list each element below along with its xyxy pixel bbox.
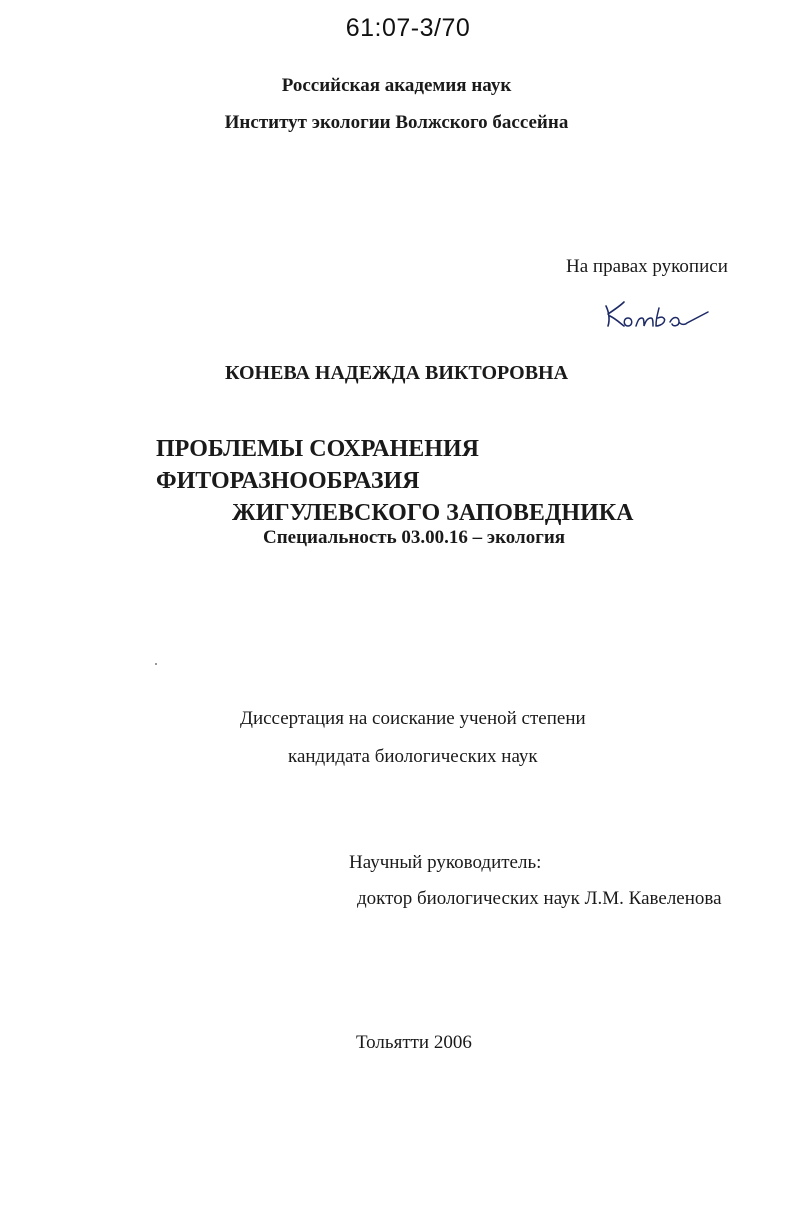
- archive-stamp: 61:07-3/70: [345, 14, 471, 42]
- supervisor-name: доктор биологических наук Л.М. Кавеленова: [357, 888, 722, 909]
- academy-name: Российская академия наук: [281, 75, 512, 96]
- specialty: Специальность 03.00.16 – экология: [263, 527, 566, 548]
- dissertation-title: [148, 433, 728, 529]
- title-line-2: ЖИГУЛЕВСКОГО ЗАПОВЕДНИКА: [232, 500, 634, 526]
- dissertation-degree-line-2: кандидата биологических наук: [288, 746, 538, 767]
- title-line-1: ПРОБЛЕМЫ СОХРАНЕНИЯ ФИТОРАЗНООБРАЗИЯ: [156, 436, 479, 494]
- supervisor-label: Научный руководитель:: [349, 852, 542, 873]
- manuscript-rights-note: На правах рукописи: [566, 256, 728, 277]
- author-signature: [600, 292, 712, 332]
- city-year: Тольятти 2006: [356, 1032, 472, 1053]
- scan-speck: [155, 663, 157, 665]
- institute-name: Институт экологии Волжского бассейна: [224, 112, 569, 133]
- dissertation-degree-line-1: Диссертация на соискание ученой степени: [240, 708, 586, 729]
- author-name: КОНЕВА НАДЕЖДА ВИКТОРОВНА: [224, 362, 569, 384]
